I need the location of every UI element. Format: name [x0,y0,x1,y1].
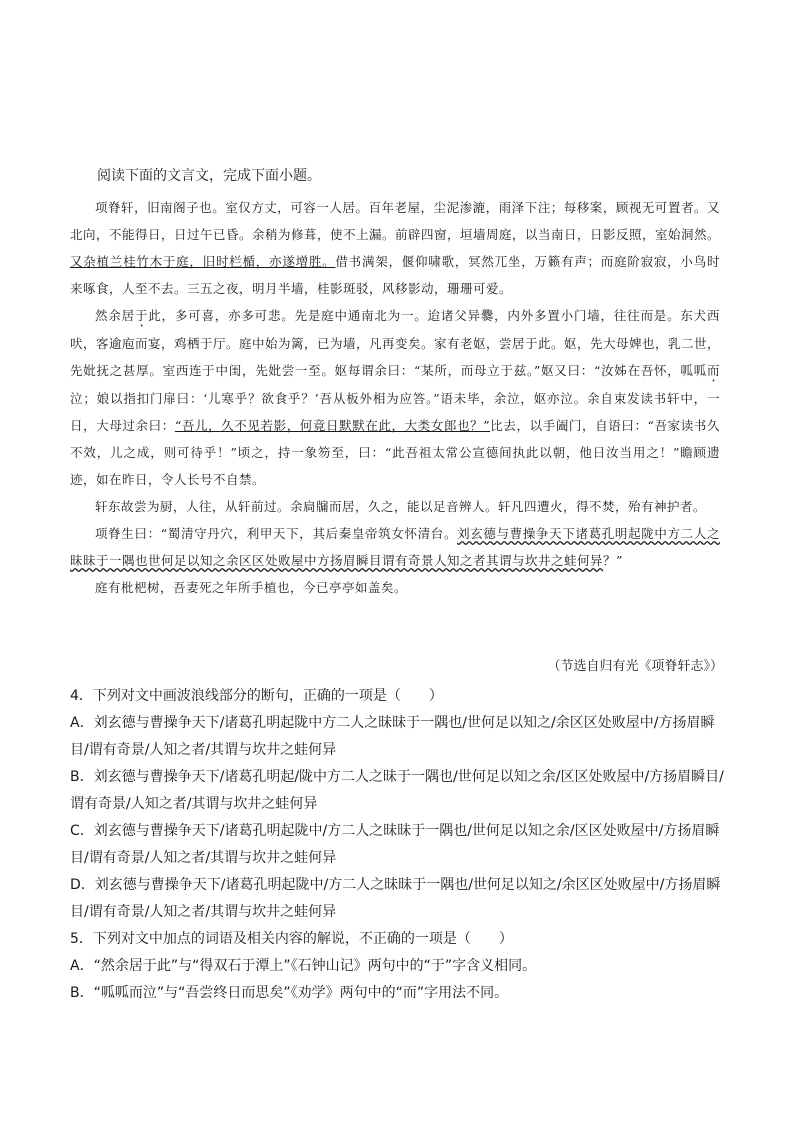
p1-text-b: 借书满架，偃仰啸歌，冥然兀坐，万籁有声；而庭阶寂寂，小鸟时来啄食，人至不去。三五之夜，明月半墙，桂影斑驳，风移影动，珊珊可爱。 [70,254,720,296]
paragraph-2 [70,302,720,493]
question-5-stem: 5．下列对文中加点的词语及相关内容的解说，不正确的一项是（ ） [70,931,513,947]
source-citation: （节选自归有光《项脊轩志》） [547,659,723,674]
paragraph-4 [70,520,720,574]
p2-text-b: 此，多可喜，亦多可悲。先是庭中通南北为一。迨诸父异爨，内外多置小门墙，往往而是。东犬西吠，客逾庖而宴，鸡栖于厅。庭中始为篱，已为墙，凡再变矣。家有老妪，尝居于此。妪，先大母婢也，乳二世，先妣抚之甚厚。室西连于中闺，先妣尝一至。妪每谓余曰：“某所，而母立于兹。”妪又曰：“汝姊在吾怀，呱呱 [70,308,721,378]
question-5-option-b: B．“呱呱而泣”与“吾尝终日而思矣”《劝学》两句中的“而”字用法不同。 [70,985,509,1001]
question-4-option-b: B．刘玄德与曹操争天下/诸葛孔明起/陇中方二人之昧于一隅也/世何足以知之余/区区处败屋中/方扬眉瞬目/谓有奇景/人知之者/其谓与坎井之蛙何异 [70,769,724,812]
classical-passage [70,194,720,601]
instruction-text: 阅读下面的文言文，完成下面小题。 [97,168,321,184]
paragraph-3: 轩东故尝为厨，人往，从轩前过。余扃牖而居，久之，能以足音辨人。轩凡四遭火，得不焚，殆有神护者。 [95,499,707,514]
paragraph-5: 庭有枇杷树，吾妻死之年所手植也，今已亭亭如盖矣。 [95,580,408,595]
p2-text-a: 然余居 [95,308,135,323]
questions-block [70,683,725,1007]
question-4-option-c: C．刘玄德与曹操争天下/诸葛孔明起陇中/方二人之昧昧于一隅也/世何足以知之余/区区处败屋中/方扬眉瞬目/谓有奇景/人知之者/其谓与坎井之蛙何异 [70,823,720,866]
p4-text-b: ？” [603,553,623,568]
p2-text-e: 比去，以手阖门，自语曰：“吾家读书久不效，儿之成，则可待乎！”顷之，持一象笏至，曰：“此吾祖太常公宣德间执此以朝，他日汝当用之！”瞻顾遗迹，如在昨日，令人长号不自禁。 [70,418,720,487]
question-4-option-d: D．刘玄德与曹操争天下/诸葛孔明起陇中/方二人之昧昧于一隅也/世何足以知之/余区区处败屋中/方扬眉瞬目/谓有奇景/人知之者/其谓与坎井之蛙何异 [70,877,721,920]
p4-text-a: 项脊生曰：“蜀清守丹穴，利甲天下，其后秦皇帝筑女怀清台。 [95,526,458,541]
question-4-stem: 4．下列对文中画波浪线部分的断句，正确的一项是（ ） [70,688,443,704]
p4-wavy-underlined-sentence: 刘玄德与曹操争天下诸葛孔明起陇中方二人之昧昧于一隅也世何足以知之余区区处败屋中方扬眉瞬目谓有奇景人知之者其谓与坎井之蛙何异 [70,526,720,568]
p2-dotted-word-yu: 于 [134,308,149,323]
p1-text-a: 项脊轩，旧南阁子也。室仅方丈，可容一人居。百年老屋，尘泥渗漉，雨泽下注；每移案，顾视无可置者。又北向，不能得日，日过午已昏。余稍为修葺，使不上漏。前辟四窗，垣墙周庭，以当南日，日影反照，室始洞然。 [70,200,721,242]
question-4-option-a: A．刘玄德与曹操争天下/诸葛孔明起陇中方二人之昧昧于一隅也/世何足以知之/余区区处败屋中/方扬眉瞬目/谓有奇景/人知之者/其谓与坎井之蛙何异 [70,715,715,758]
p1-underlined-sentence: 又杂植兰桂竹木于庭，旧时栏楯，亦遂增胜。 [70,254,336,269]
p2-underlined-sentence: “吾儿，久不见若影，何竟日默默在此，大类女郎也？” [174,418,491,433]
question-5-option-a: A．“然余居于此”与“得双石于潭上”《石钟山记》两句中的“于”字含义相同。 [70,958,537,974]
p2-dotted-word-er: 而 [706,363,720,378]
p2-text-c: 泣；娘以指扣门扉曰：‘儿寒乎？欲食乎？’吾从板外相为应答。”语未毕，余泣，妪亦泣。余自束发读书轩中，一日，大母过余曰： [70,391,720,433]
paragraph-1 [70,194,720,302]
